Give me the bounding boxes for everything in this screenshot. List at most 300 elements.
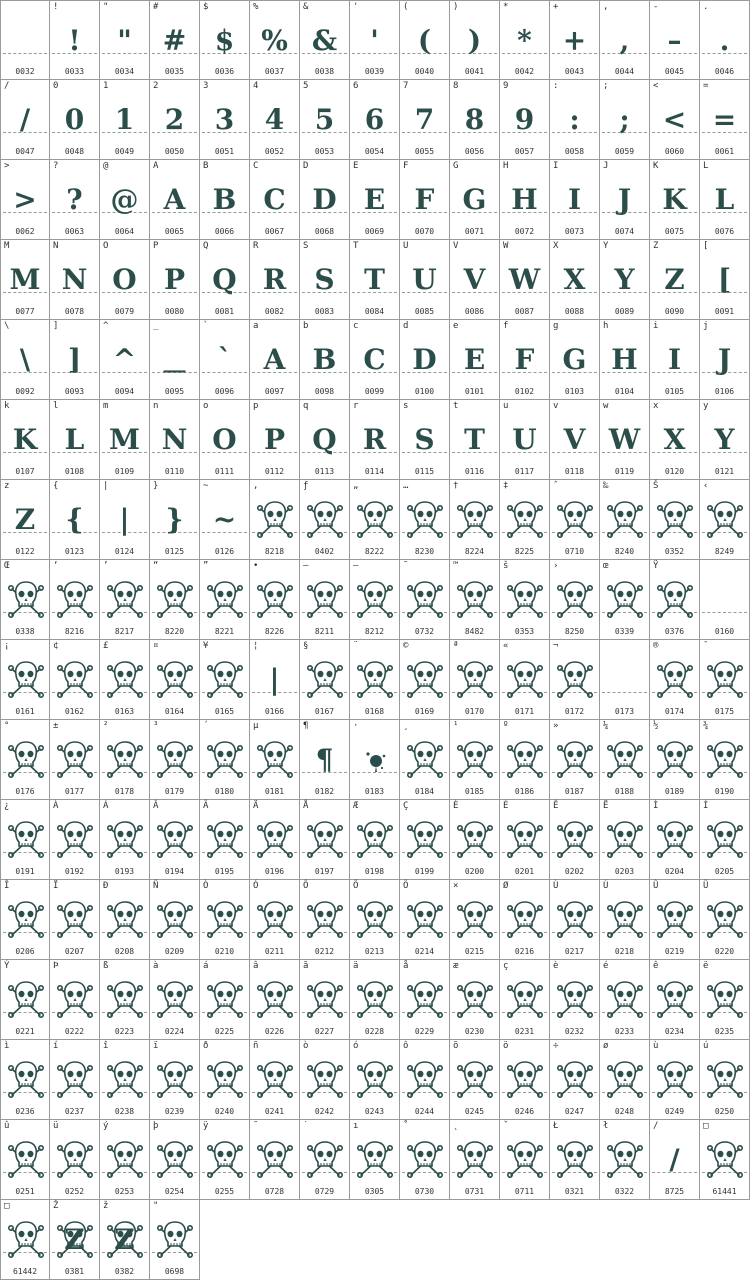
glyph-cell (350, 1120, 400, 1200)
skull-crossbones-icon (557, 740, 593, 778)
char-code: 0098 (314, 387, 335, 396)
char-code: 0049 (114, 147, 135, 156)
char-label: ³ (153, 721, 159, 731)
glyph-cell (500, 880, 550, 960)
skull-crossbones-icon (257, 980, 293, 1018)
skull-crossbones-icon (57, 1060, 93, 1098)
skull-crossbones-icon (107, 900, 143, 938)
skull-crossbones-icon (407, 980, 443, 1018)
glyph-sample: ` (217, 343, 232, 376)
char-label: ½ (653, 721, 659, 731)
glyph-cell (200, 80, 250, 160)
char-code: 0234 (664, 1027, 685, 1036)
char-code: 0243 (364, 1107, 385, 1116)
glyph-sample: W (508, 263, 541, 296)
glyph-cell (450, 400, 500, 480)
glyph-cell (600, 80, 650, 160)
char-label: × (453, 881, 459, 891)
char-code: 0190 (714, 787, 735, 796)
glyph-cell (700, 560, 750, 640)
char-code: 0382 (114, 1267, 135, 1276)
glyph-cell (50, 560, 100, 640)
char-label: À (53, 801, 59, 811)
glyph-sample: G (562, 343, 587, 376)
char-code: 0114 (364, 467, 385, 476)
char-code: 0205 (714, 867, 735, 876)
glyph-sample: A (163, 183, 186, 216)
char-label: é (603, 961, 609, 971)
char-code: 0126 (214, 547, 235, 556)
glyph-cell (600, 800, 650, 880)
char-code: 0195 (214, 867, 235, 876)
char-label: \ (4, 321, 10, 331)
char-code: 0093 (64, 387, 85, 396)
glyph-cell (150, 80, 200, 160)
char-label: . (703, 2, 709, 12)
glyph-cell (0, 560, 50, 640)
char-code: 0177 (64, 787, 85, 796)
skull-crossbones-icon (507, 580, 543, 618)
char-label: B (203, 161, 209, 171)
char-label: Ç (403, 801, 409, 811)
char-label: È (453, 801, 459, 811)
char-label: ¾ (703, 721, 709, 731)
char-code: 0053 (314, 147, 335, 156)
glyph-cell (250, 880, 300, 960)
glyph-sample: D (312, 183, 337, 216)
glyph-cell (350, 960, 400, 1040)
char-code: 0254 (164, 1187, 185, 1196)
char-code: 0219 (664, 947, 685, 956)
char-label: š (503, 561, 509, 571)
char-label: • (253, 561, 259, 571)
glyph-cell (700, 880, 750, 960)
char-label: Ý (4, 961, 10, 971)
skull-crossbones-icon (207, 900, 243, 938)
glyph-cell (250, 160, 300, 240)
char-code: 0051 (214, 147, 235, 156)
glyph-cell (100, 480, 150, 560)
char-code: 0111 (214, 467, 235, 476)
char-code: 0200 (464, 867, 485, 876)
char-label: ¼ (603, 721, 609, 731)
char-label: ˙ (303, 1121, 309, 1131)
char-label: å (403, 961, 409, 971)
char-code: 0061 (714, 147, 735, 156)
glyph-cell (300, 880, 350, 960)
glyph-sample: Y (614, 263, 635, 296)
char-label: e (453, 321, 459, 331)
char-label: Ÿ (653, 561, 659, 571)
char-code: 0202 (564, 867, 585, 876)
glyph-sample: 7 (414, 103, 435, 136)
glyph-cell (50, 480, 100, 560)
glyph-cell (50, 1200, 100, 1280)
glyph-cell (400, 720, 450, 800)
skull-crossbones-icon (457, 740, 493, 778)
glyph-cell (0, 1200, 50, 1280)
char-code: 0218 (614, 947, 635, 956)
skull-crossbones-icon (457, 580, 493, 618)
char-code: 0376 (664, 627, 685, 636)
glyph-sample: Z (664, 263, 685, 296)
skull-crossbones-icon (557, 660, 593, 698)
char-code: 8218 (264, 547, 285, 556)
char-label: d (403, 321, 409, 331)
glyph-cell (450, 1040, 500, 1120)
char-code: 0035 (164, 67, 185, 76)
skull-crossbones-icon (207, 580, 243, 618)
char-code: 0034 (114, 67, 135, 76)
glyph-sample: 8 (464, 103, 485, 136)
skull-crossbones-icon (557, 580, 593, 618)
skull-crossbones-icon (657, 500, 693, 538)
char-code: 0239 (164, 1107, 185, 1116)
char-label: r (353, 401, 359, 411)
glyph-sample: T (364, 263, 385, 296)
char-code: 0125 (164, 547, 185, 556)
char-code: 8224 (464, 547, 485, 556)
glyph-cell (500, 800, 550, 880)
char-label: ¿ (4, 801, 10, 811)
char-label: Ê (553, 801, 559, 811)
skull-crossbones-icon (507, 1140, 543, 1178)
char-code: 0056 (464, 147, 485, 156)
glyph-cell (600, 400, 650, 480)
glyph-sample: . (719, 24, 730, 57)
char-code: 0246 (514, 1107, 535, 1116)
glyph-cell (350, 1040, 400, 1120)
char-label: ¸ (403, 721, 409, 731)
char-label: ˜ (403, 561, 409, 571)
char-code: 0106 (714, 387, 735, 396)
glyph-cell (450, 480, 500, 560)
skull-crossbones-icon (8, 1220, 44, 1258)
glyph-cell (600, 1040, 650, 1120)
glyph-cell (500, 240, 550, 320)
glyph-cell (700, 160, 750, 240)
glyph-cell (350, 480, 400, 560)
glyph-cell (100, 800, 150, 880)
glyph-cell (500, 480, 550, 560)
char-code: 0352 (664, 547, 685, 556)
char-code: 0216 (514, 947, 535, 956)
glyph-cell (300, 480, 350, 560)
char-code: 0220 (714, 947, 735, 956)
char-label: s (403, 401, 409, 411)
char-label: , (603, 2, 609, 12)
glyph-sample: J (617, 183, 632, 216)
char-label: ù (653, 1041, 659, 1051)
glyph-cell (550, 400, 600, 480)
glyph-cell (150, 560, 200, 640)
skull-crossbones-icon (657, 900, 693, 938)
glyph-sample: 5 (314, 103, 335, 136)
char-code: 0184 (414, 787, 435, 796)
glyph-sample: } (165, 503, 184, 536)
char-label: Ú (603, 881, 609, 891)
glyph-cell (400, 400, 450, 480)
glyph-cell (0, 800, 50, 880)
char-code: 0122 (15, 547, 35, 556)
char-label: 8 (453, 81, 459, 91)
char-label: Ï (53, 881, 59, 891)
skull-crossbones-icon (357, 660, 393, 698)
char-label: æ (453, 961, 459, 971)
char-label: = (703, 81, 709, 91)
glyph-cell (650, 160, 700, 240)
char-label: E (353, 161, 359, 171)
char-label: Ô (303, 881, 309, 891)
glyph-sample: A (263, 343, 286, 376)
char-label: è (553, 961, 559, 971)
skull-crossbones-icon (257, 580, 293, 618)
char-label: A (153, 161, 159, 171)
glyph-cell (550, 800, 600, 880)
glyph-sample: M (9, 263, 41, 296)
char-code: 0353 (514, 627, 535, 636)
glyph-cell (700, 640, 750, 720)
glyph-cell (400, 1120, 450, 1200)
skull-crossbones-icon (57, 740, 93, 778)
skull-crossbones-icon (707, 900, 743, 938)
glyph-cell (100, 400, 150, 480)
glyph-cell (550, 880, 600, 960)
char-label: ) (453, 2, 459, 12)
char-label: à (153, 961, 159, 971)
char-code: 0710 (564, 547, 585, 556)
skull-crossbones-icon (507, 660, 543, 698)
glyph-cell (100, 960, 150, 1040)
char-code: 0099 (364, 387, 385, 396)
char-code: 0168 (364, 707, 385, 716)
char-label: Å (303, 801, 309, 811)
glyph-cell (650, 720, 700, 800)
glyph-cell (100, 320, 150, 400)
char-label: { (53, 481, 59, 491)
skull-crossbones-icon (8, 900, 44, 938)
glyph-cell (500, 960, 550, 1040)
char-label: ² (103, 721, 109, 731)
skull-crossbones-icon (557, 900, 593, 938)
glyph-sample: T (464, 423, 485, 456)
char-label: ð (203, 1041, 209, 1051)
char-code: 8250 (564, 627, 585, 636)
skull-crossbones-icon (457, 980, 493, 1018)
skull-crossbones-icon (157, 820, 193, 858)
glyph-cell (500, 560, 550, 640)
char-code: 0032 (15, 67, 35, 76)
skull-crossbones-icon (207, 1060, 243, 1098)
char-code: 0209 (164, 947, 185, 956)
glyph-cell (150, 960, 200, 1040)
skull-crossbones-icon (307, 580, 343, 618)
char-label: á (203, 961, 209, 971)
glyph-sample: # (162, 24, 187, 57)
char-code: 0225 (214, 1027, 235, 1036)
glyph-sample: 0 (64, 103, 85, 136)
glyph-cell (100, 0, 150, 80)
char-code: 0090 (664, 307, 685, 316)
glyph-cell (200, 320, 250, 400)
skull-crossbones-icon (457, 1060, 493, 1098)
char-label: ý (103, 1121, 109, 1131)
char-code: 0232 (564, 1027, 585, 1036)
char-code: 0235 (714, 1027, 735, 1036)
char-code: 0050 (164, 147, 185, 156)
glyph-cell (150, 320, 200, 400)
glyph-sample: ; (619, 103, 630, 136)
skull-crossbones-icon (357, 1140, 393, 1178)
char-code: 0173 (614, 707, 635, 716)
char-label: œ (603, 561, 609, 571)
char-label: [ (703, 241, 709, 251)
glyph-cell (250, 0, 300, 80)
glyph-cell (650, 640, 700, 720)
char-code: 0338 (15, 627, 35, 636)
char-label: ˛ (453, 1121, 459, 1131)
glyph-sample: ! (68, 24, 81, 57)
char-code: 0083 (314, 307, 335, 316)
glyph-sample: E (363, 183, 386, 216)
glyph-cell (550, 320, 600, 400)
glyph-cell (450, 960, 500, 1040)
char-code: 8230 (414, 547, 435, 556)
char-label: J (603, 161, 609, 171)
glyph-sample: V (563, 423, 586, 456)
char-label: ® (653, 641, 659, 651)
char-code: 0060 (664, 147, 685, 156)
char-label: ˇ (503, 1121, 509, 1131)
char-label: ü (53, 1121, 59, 1131)
glyph-cell (200, 240, 250, 320)
glyph-cell (400, 80, 450, 160)
char-label: < (653, 81, 659, 91)
char-label: Ž (53, 1201, 59, 1211)
glyph-sample: L (714, 183, 735, 216)
glyph-cell (500, 1120, 550, 1200)
char-code: 0084 (364, 307, 385, 316)
char-label: p (253, 401, 259, 411)
char-code: 0036 (214, 67, 235, 76)
glyph-cell (100, 560, 150, 640)
glyph-cell (500, 80, 550, 160)
char-label: N (53, 241, 59, 251)
skull-crossbones-icon (307, 1140, 343, 1178)
glyph-sample: ' (370, 24, 379, 57)
char-code: 0698 (164, 1267, 185, 1276)
char-code: 8221 (214, 627, 235, 636)
glyph-cell (550, 160, 600, 240)
skull-crossbones-icon (107, 580, 143, 618)
char-label: ô (403, 1041, 409, 1051)
glyph-cell (350, 720, 400, 800)
char-code: 0244 (414, 1107, 435, 1116)
glyph-cell (200, 1040, 250, 1120)
char-code: 0042 (514, 67, 535, 76)
char-label: ƒ (303, 481, 309, 491)
char-label: # (153, 2, 159, 12)
glyph-cell (350, 880, 400, 960)
char-code: 0730 (414, 1187, 435, 1196)
char-label: } (153, 481, 159, 491)
glyph-sample: | (119, 503, 130, 536)
skull-crossbones-icon (557, 1060, 593, 1098)
glyph-sample: Y (714, 423, 735, 456)
char-code: 0182 (314, 787, 335, 796)
skull-crossbones-icon (657, 1060, 693, 1098)
glyph-sample: V (463, 263, 486, 296)
glyph-cell (250, 400, 300, 480)
glyph-cell (150, 640, 200, 720)
char-label: É (503, 801, 509, 811)
glyph-sample: : (569, 103, 580, 136)
char-label: Z (653, 241, 659, 251)
char-code: 0201 (514, 867, 535, 876)
glyph-cell (0, 320, 50, 400)
glyph-cell (150, 0, 200, 80)
char-code: 0204 (664, 867, 685, 876)
glyph-cell (550, 80, 600, 160)
char-code: 0079 (114, 307, 135, 316)
glyph-sample: O (112, 263, 137, 296)
glyph-sample: F (514, 343, 535, 376)
char-label: â (253, 961, 259, 971)
glyph-sample: / (669, 1143, 680, 1176)
char-label: ´ (203, 721, 209, 731)
glyph-cell (200, 480, 250, 560)
char-label: ä (353, 961, 359, 971)
char-code: 0095 (164, 387, 185, 396)
char-code: 0186 (514, 787, 535, 796)
glyph-sample: R (362, 423, 387, 456)
glyph-cell (450, 1120, 500, 1200)
char-code: 61441 (712, 1187, 737, 1196)
char-code: 0044 (614, 67, 635, 76)
glyph-sample: __ (163, 347, 186, 373)
glyph-cell (200, 1120, 250, 1200)
char-label: “ (153, 561, 159, 571)
skull-crossbones-icon (707, 1060, 743, 1098)
char-label: ‹ (703, 481, 709, 491)
skull-crossbones-icon (257, 1060, 293, 1098)
char-label: ¨ (353, 641, 359, 651)
char-label: w (603, 401, 609, 411)
glyph-sample: B (212, 183, 237, 216)
char-code: 8725 (664, 1187, 685, 1196)
char-label: 9 (503, 81, 509, 91)
glyph-sample: N (61, 263, 88, 296)
char-code: 0221 (15, 1027, 35, 1036)
char-code: 0109 (114, 467, 135, 476)
glyph-cell (250, 240, 300, 320)
glyph-sample: C (363, 343, 386, 376)
skull-crossbones-icon (407, 1140, 443, 1178)
glyph-sample: H (611, 343, 638, 376)
char-label: Ä (253, 801, 259, 811)
char-label: _ (153, 321, 159, 331)
char-code: 0252 (64, 1187, 85, 1196)
skull-crossbones-icon (657, 820, 693, 858)
glyph-sample: @ (110, 183, 139, 216)
char-code: 0057 (514, 147, 535, 156)
glyph-cell (300, 0, 350, 80)
char-label: - (653, 2, 659, 12)
char-label: ê (653, 961, 659, 971)
char-code: 0181 (264, 787, 285, 796)
char-code: 0242 (314, 1107, 335, 1116)
glyph-cell (200, 800, 250, 880)
